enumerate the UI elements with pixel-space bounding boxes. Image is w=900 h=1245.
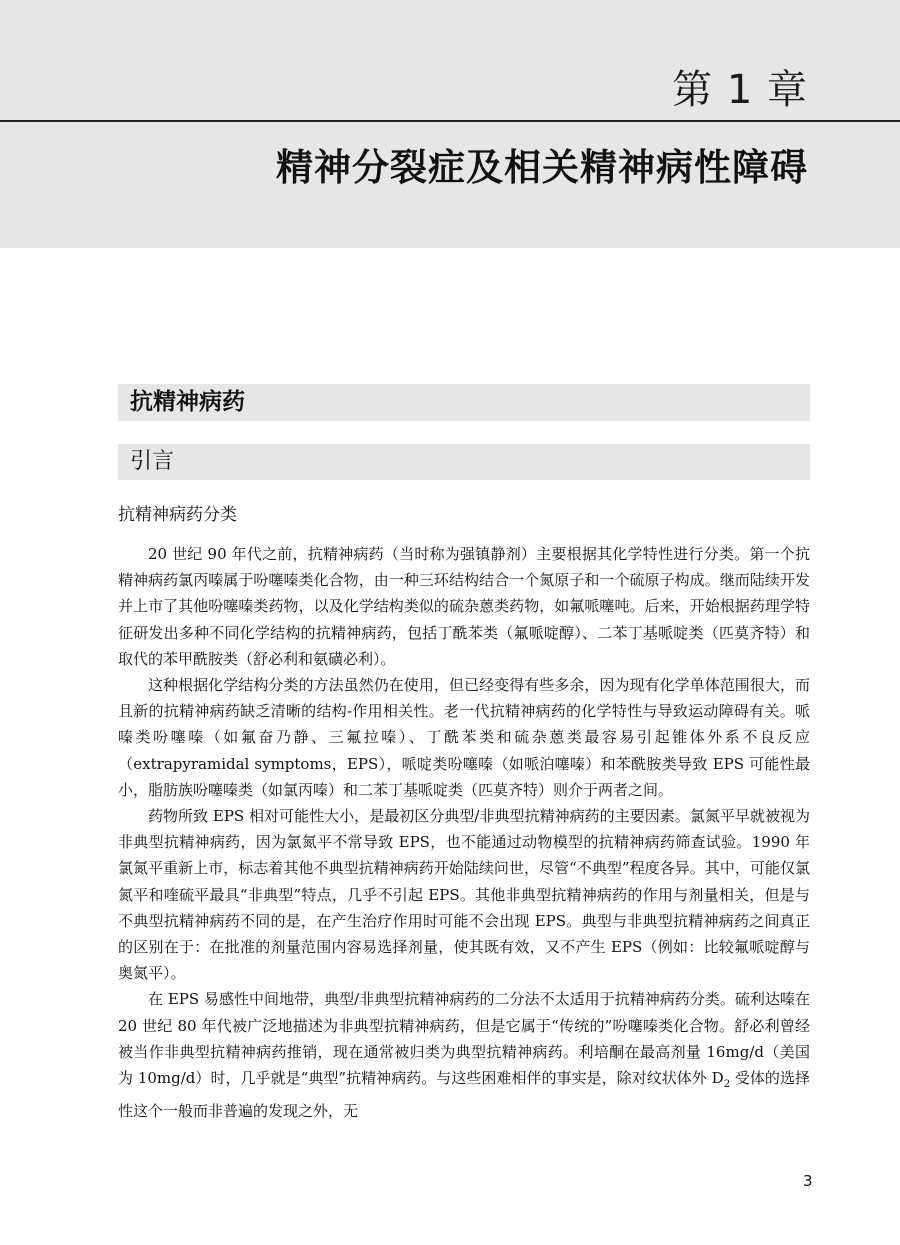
paragraph-text: 受体的选择性这个一般而非普遍的发现之外，无 [118,1069,810,1121]
section-heading-bar [118,384,810,421]
paragraph: 这种根据化学结构分类的方法虽然仍在使用，但已经变得有些多余，因为现有化学单体范围很大，而且新的抗精神病药缺乏清晰的结构-作用相关性。老一代抗精神病药的化学特性与导致运动障碍有关。哌嗪类吩噻嗪（如氟奋乃静、三氟拉嗪）、丁酰苯类和硫杂蒽类最容易引起锥体外系不良反应（extrapyramidal symptoms，EPS），哌啶类吩噻嗪（如哌泊噻嗪）和苯酰胺类导致 EPS 可能性最小，脂肪族吩噻嗪类（如氯丙嗪）和二苯丁基哌啶类（匹莫齐特）则介于两者之间。 [118,676,810,799]
subsection-heading-bar [118,444,810,480]
chapter-header-band [0,0,900,248]
chapter-divider [0,120,900,122]
paragraph [118,986,810,1124]
section-heading: 抗精神病药 [130,389,245,415]
paragraph: 20 世纪 90 年代之前，抗精神病药（当时称为强镇静剂）主要根据其化学特性进行分类。第一个抗精神病药氯丙嗪属于吩噻嗪类化合物，由一种三环结构结合一个氮原子和一个硫原子构成。继而陆续开发并上市了其他吩噻嗪类药物，以及化学结构类似的硫杂蒽类药物，如氟哌噻吨。后来，开始根据药理学特征研发出多种不同化学结构的抗精神病药，包括丁酰苯类（氟哌啶醇）、二苯丁基哌啶类（匹莫齐特）和取代的苯甲酰胺类（舒必利和氨磺必利）。 [118,545,810,668]
body-text [118,541,810,1124]
subsection-heading: 引言 [130,449,175,474]
chapter-label: 第 1 章 [672,67,808,113]
subscript: 2 [723,1079,731,1091]
paragraph-text: 在 EPS 易感性中间地带，典型/非典型抗精神病药的二分法不太适用于抗精神病药分类。硫利达嗪在 20 世纪 80 年代被广泛地描述为非典型抗精神病药，但是它属于“传统的”吩噻嗪类化合物。舒必利曾经被当作非典型抗精神病药推销，现在通常被归类为典型抗精神病药。利培酮在最高剂量 16mg/d（美国为 10mg/d）时，几乎就是“典型”抗精神病药。与这些困难相伴的事实是，除对纹状体外 D [118,990,810,1088]
chapter-title: 精神分裂症及相关精神病性障碍 [276,146,808,189]
paragraph: 药物所致 EPS 相对可能性大小，是最初区分典型/非典型抗精神病药的主要因素。氯氮平早就被视为非典型抗精神病药，因为氯氮平不常导致 EPS，也不能通过动物模型的抗精神病药筛查试验。1990 年氯氮平重新上市，标志着其他不典型抗精神病药开始陆续问世，尽管“不典型”程度各异。其中，可能仅氯氮平和喹硫平最具“非典型”特点，几乎不引起 EPS。其他非典型抗精神病药的作用与剂量相关，但是与不典型抗精神病药不同的是，在产生治疗作用时可能不会出现 EPS。典型与非典型抗精神病药之间真正的区别在于：在批准的剂量范围内容易选择剂量，使其既有效，又不产生 EPS（例如：比较氟哌啶醇与奥氮平）。 [118,807,810,983]
page-number: 3 [803,1172,813,1190]
minor-heading: 抗精神病药分类 [118,505,237,525]
